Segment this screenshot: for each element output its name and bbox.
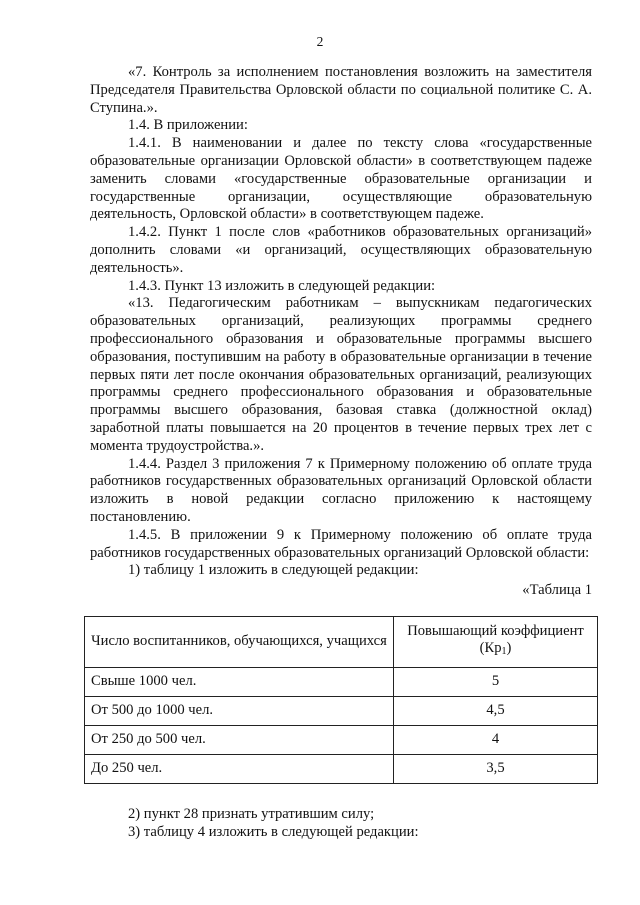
header-coefficient-close: ) [506,640,512,657]
table-caption: «Таблица 1 [522,582,592,599]
page-number: 2 [316,34,324,49]
paragraph-item-3: 3) таблицу 4 изложить в следующей редакции: [128,823,419,840]
paragraph-1-4-3: 1.4.3. Пункт 13 изложить в следующей редакции: [128,277,436,294]
document-body [90,64,592,842]
header-coefficient-subscript: 1 [501,646,507,658]
paragraph-item-1: 1) таблицу 1 изложить в следующей редакции: [128,562,419,579]
table-row [85,725,598,754]
row-label: Свыше 1000 чел. [85,667,394,696]
table-row [85,667,598,696]
coefficient-table [84,616,598,784]
header-coefficient [394,616,598,667]
header-pupil-count: Число воспитанников, обучающихся, учащихся [85,616,394,667]
paragraph-1-4-2: 1.4.2. Пункт 1 после слов «работников образовательных организаций» дополнить словами «и организаций, осуществляющих образовательную деятельность». [90,224,592,276]
paragraph-1-4-5: 1.4.5. В приложении 9 к Примерному положению об оплате труда работников государственных образовательных организаций Орловской области: [90,526,592,561]
row-label: От 250 до 500 чел. [85,725,394,754]
paragraph-item-2: 2) пункт 28 признать утратившим силу; [128,805,375,822]
table-row [85,696,598,725]
paragraph-control-clause: «7. Контроль за исполнением постановления возложить на заместителя Председателя Правительства Орловской области по социальной политике С. А. Ступина.». [90,64,592,116]
paragraph-1-4-1: 1.4.1. В наименовании и далее по тексту слова «государственные образовательные организации Орловской области» в соответствующем падеже заменить словами «государственные образовательные организации и государственные организации, осуществляющие образовательную деятельность, Орловской области» в соответствующем падеже. [90,135,592,223]
row-value: 3,5 [394,754,598,783]
paragraph-1-4-4: 1.4.4. Раздел 3 приложения 7 к Примерному положению об оплате труда работников государственных образовательных организаций Орловской области изложить в новой редакции согласно приложению к настоящему постановлению. [90,455,592,525]
row-label: От 500 до 1000 чел. [85,696,394,725]
table-header-row [85,616,598,667]
table-row [85,754,598,783]
row-value: 4 [394,725,598,754]
paragraph-1-4: 1.4. В приложении: [128,117,248,134]
row-value: 5 [394,667,598,696]
paragraph-clause-13: «13. Педагогическим работникам – выпускникам педагогических образовательных организаций, реализующих программы среднего профессионального образования и образовательные программы высшего образования, поступившим на работу в образовательные организации в течение первых пяти лет после окончания образовательных организаций, реализующих программы среднего профессионального образования и образовательные программы высшего образования, базовая ставка (должностной оклад) заработной платы повышается на 20 процентов в течение первых трех лет с момента трудоустройства.». [90,295,592,454]
row-label: До 250 чел. [85,754,394,783]
row-value: 4,5 [394,696,598,725]
header-coefficient-text: Повышающий коэффициент (Кр [407,623,584,657]
